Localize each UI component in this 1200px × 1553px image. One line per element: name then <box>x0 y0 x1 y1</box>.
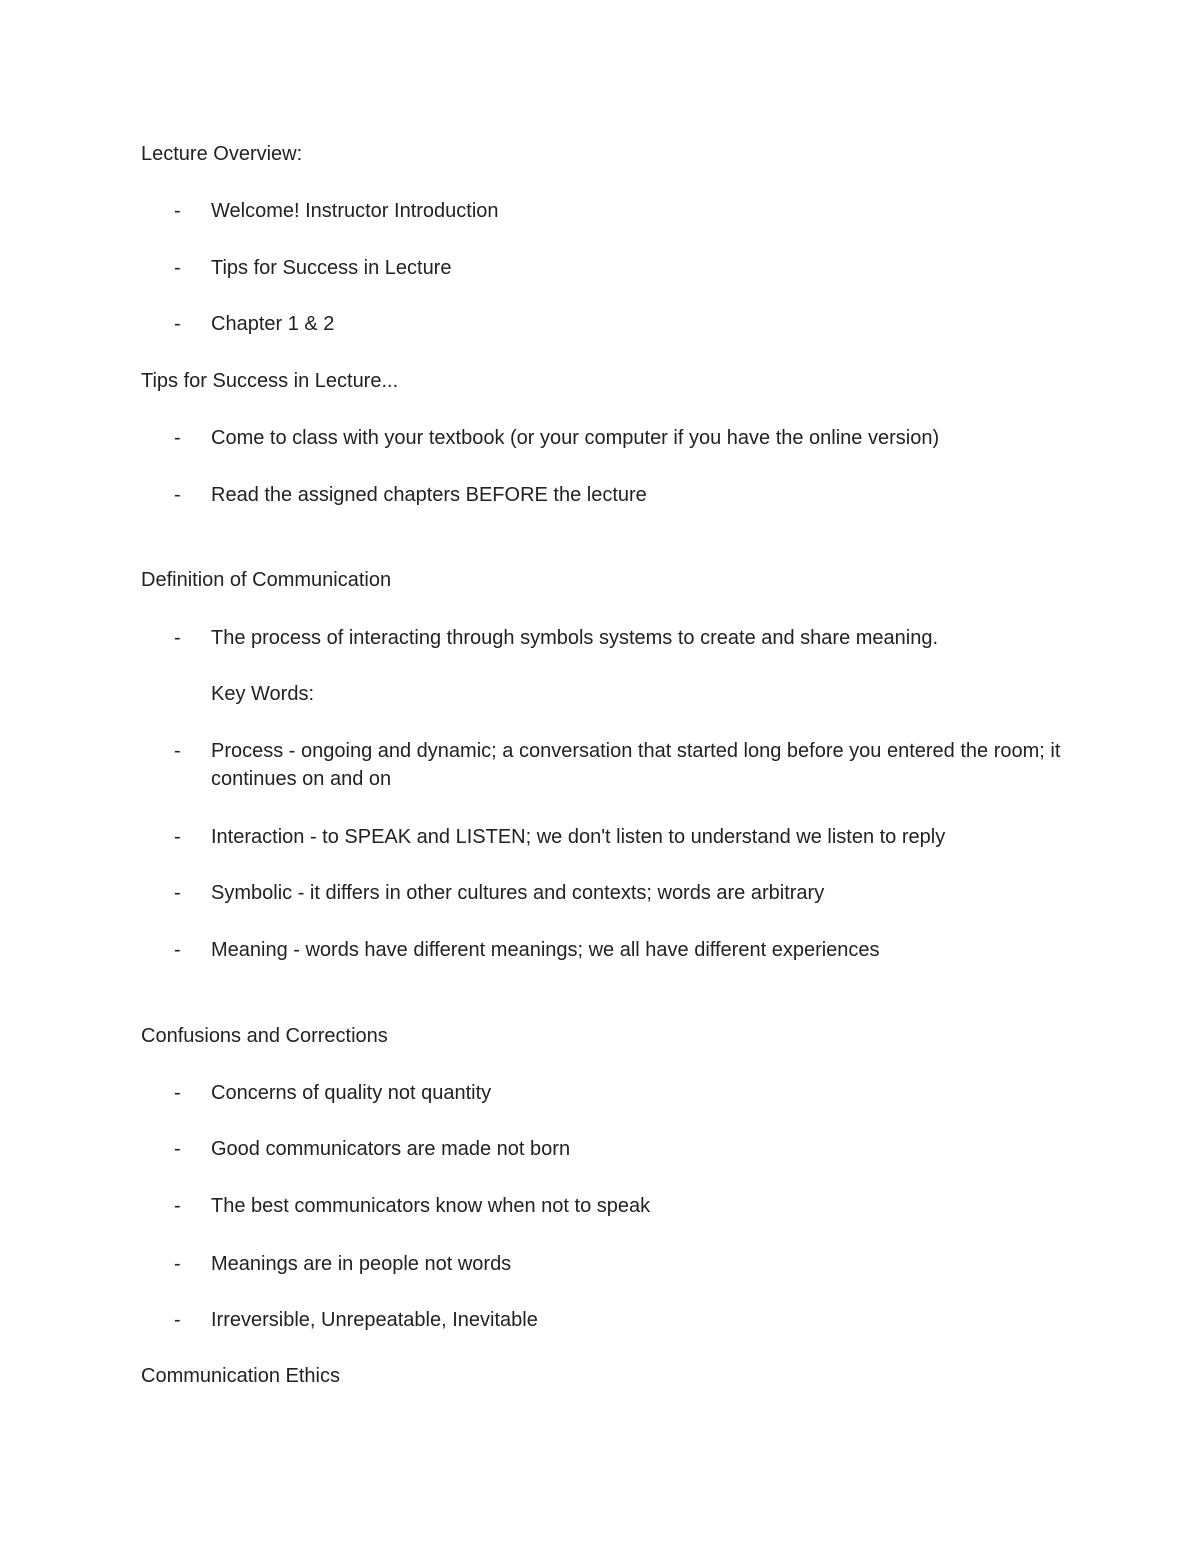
bullet-dash: - <box>174 1253 181 1275</box>
bullet-dash: - <box>174 826 181 848</box>
list-item: Good communicators are made not born <box>211 1138 571 1160</box>
section-heading-tips: Tips for Success in Lecture... <box>141 370 399 392</box>
bullet-dash: - <box>174 427 181 449</box>
list-item: Welcome! Instructor Introduction <box>211 200 499 222</box>
list-item: Chapter 1 & 2 <box>211 313 335 335</box>
list-item: Read the assigned chapters BEFORE the lecture <box>211 484 647 506</box>
bullet-dash: - <box>174 627 181 649</box>
bullet-dash: - <box>174 313 181 335</box>
section-heading-lecture-overview: Lecture Overview: <box>141 143 303 165</box>
list-item: Concerns of quality not quantity <box>211 1082 492 1104</box>
key-words-label: Key Words: <box>211 683 314 705</box>
section-heading-ethics: Communication Ethics <box>141 1365 340 1387</box>
bullet-dash: - <box>174 1138 181 1160</box>
bullet-dash: - <box>174 1082 181 1104</box>
key-word-item: Symbolic - it differs in other cultures and contexts; words are arbitrary <box>211 882 825 904</box>
section-heading-confusions: Confusions and Corrections <box>141 1025 388 1047</box>
bullet-dash: - <box>174 1195 181 1217</box>
bullet-dash: - <box>174 939 181 961</box>
key-word-item: Meaning - words have different meanings; we all have different experiences <box>211 939 880 961</box>
bullet-dash: - <box>174 1309 181 1331</box>
bullet-dash: - <box>174 740 181 762</box>
list-item: The best communicators know when not to speak <box>211 1195 651 1217</box>
list-item: Meanings are in people not words <box>211 1253 512 1275</box>
bullet-dash: - <box>174 200 181 222</box>
list-item: Come to class with your textbook (or your computer if you have the online version) <box>211 427 940 449</box>
list-item: Irreversible, Unrepeatable, Inevitable <box>211 1309 538 1331</box>
list-item: Tips for Success in Lecture <box>211 257 452 279</box>
section-heading-definition: Definition of Communication <box>141 569 392 591</box>
bullet-dash: - <box>174 882 181 904</box>
key-word-item: Process - ongoing and dynamic; a conversation that started long before you entered the room; it continues on and on <box>211 740 1061 790</box>
key-word-item: Interaction - to SPEAK and LISTEN; we don't listen to understand we listen to reply <box>211 826 946 848</box>
definition-item: The process of interacting through symbols systems to create and share meaning. <box>211 627 939 649</box>
bullet-dash: - <box>174 257 181 279</box>
bullet-dash: - <box>174 484 181 506</box>
